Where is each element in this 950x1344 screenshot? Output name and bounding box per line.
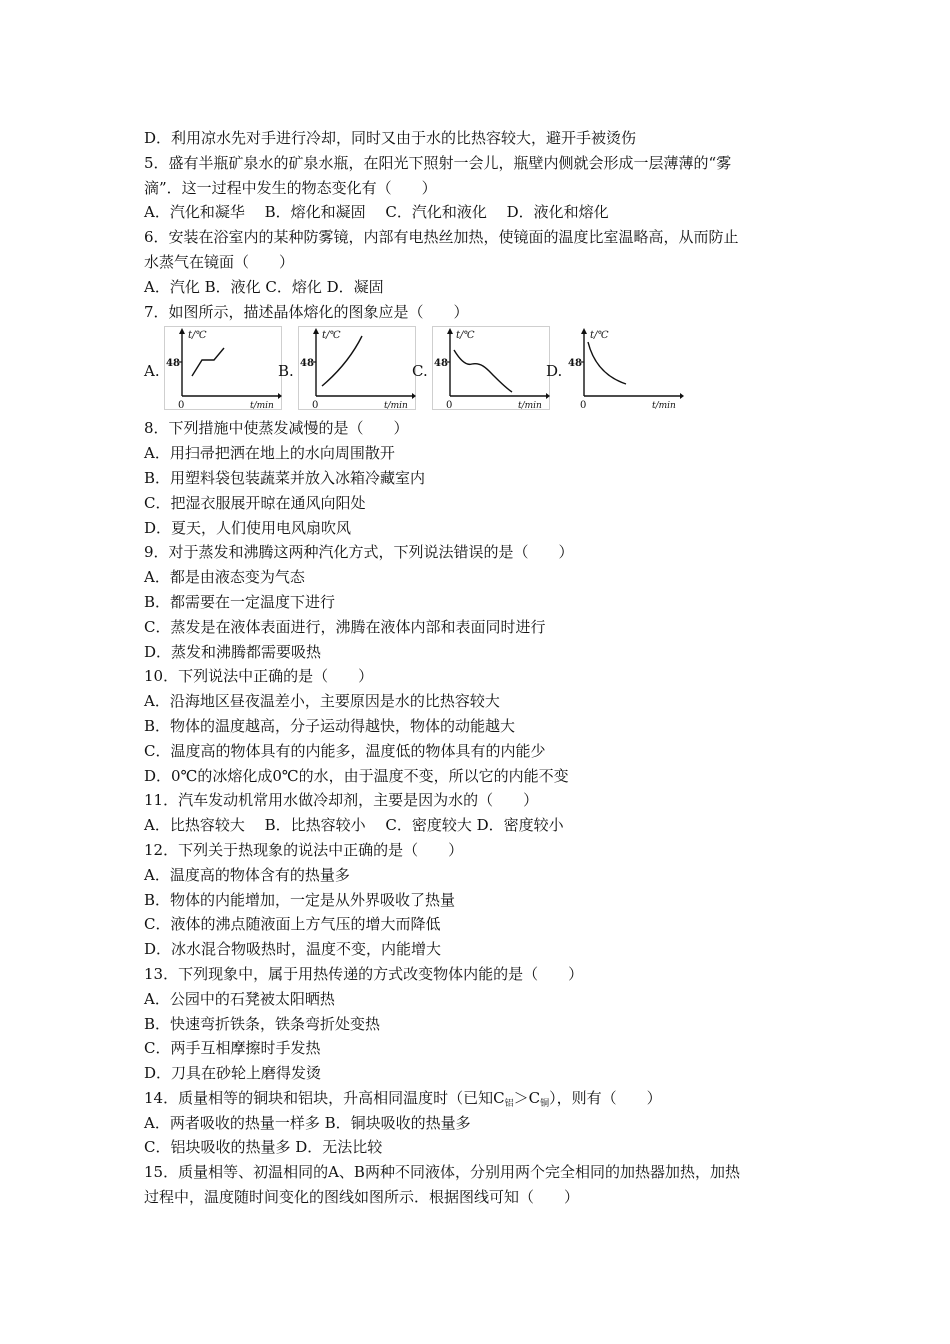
graph-option-b bbox=[278, 326, 428, 410]
y-tick-label: 48 bbox=[434, 358, 448, 370]
text-line: B．快速弯折铁条，铁条弯折处变热 bbox=[144, 1014, 381, 1033]
y-axis-label: t/℃ bbox=[590, 330, 609, 342]
y-axis-label: t/℃ bbox=[456, 330, 475, 342]
subscript-aluminum: 铝 bbox=[504, 1098, 514, 1109]
text-line: B．都需要在一定温度下进行 bbox=[144, 592, 336, 611]
text-line: A．比热容较大 B．比热容较小 C．密度较大 D．密度较小 bbox=[144, 816, 564, 835]
text-line: B．物体的温度越高，分子运动得越快，物体的动能越大 bbox=[144, 716, 516, 735]
graph-option-a bbox=[144, 326, 294, 410]
option-label: B. bbox=[278, 362, 294, 381]
option-label: C. bbox=[412, 362, 428, 381]
origin-label: 0 bbox=[446, 400, 453, 411]
text-line: C．蒸发是在液体表面进行，沸腾在液体内部和表面同时进行 bbox=[144, 617, 546, 636]
text-line: 8．下列措施中使蒸发减慢的是（ ） bbox=[144, 419, 409, 438]
graph-a bbox=[164, 326, 282, 410]
text-line: C．两手互相摩擦时手发热 bbox=[144, 1039, 321, 1058]
text-line: D．0℃的冰熔化成0℃的水，由于温度不变，所以它的内能不变 bbox=[144, 766, 569, 785]
text-line: 10．下列说法中正确的是（ ） bbox=[144, 667, 374, 686]
text-line: A．温度高的物体含有的热量多 bbox=[144, 865, 350, 884]
text-line: 6．安装在浴室内的某种防雾镜，内部有电热丝加热，使镜面的温度比室温略高，从而防止 bbox=[144, 228, 739, 247]
curve bbox=[192, 348, 224, 376]
curve bbox=[454, 350, 512, 392]
text-line: A．都是由液态变为气态 bbox=[144, 568, 305, 587]
graph-c bbox=[432, 326, 550, 410]
x-axis-arrow bbox=[680, 393, 684, 399]
text-line: A．汽化和凝华 B．熔化和凝固 C．汽化和液化 D．液化和熔化 bbox=[144, 203, 609, 222]
graph-option-c bbox=[412, 326, 562, 410]
text-line: D．冰水混合物吸热时，温度不变，内能增大 bbox=[144, 940, 442, 959]
q14-stem bbox=[144, 1086, 824, 1111]
text-line: 5．盛有半瓶矿泉水的矿泉水瓶，在阳光下照射一会儿，瓶壁内侧就会形成一层薄薄的“雾 bbox=[144, 153, 732, 172]
text-line: D．蒸发和沸腾都需要吸热 bbox=[144, 642, 322, 661]
text-line: D．利用凉水先对手进行冷却，同时又由于水的比热容较大，避开手被烫伤 bbox=[144, 129, 637, 147]
text-line: 11．汽车发动机常用水做冷却剂，主要是因为水的（ ） bbox=[144, 791, 539, 810]
y-axis-arrow bbox=[447, 328, 453, 334]
origin-label: 0 bbox=[178, 400, 185, 411]
x-axis-label: t/min bbox=[384, 401, 408, 411]
y-tick-label: 48 bbox=[300, 358, 314, 370]
text-line: A．用扫帚把洒在地上的水向周围散开 bbox=[144, 444, 395, 463]
q7-graph-options bbox=[144, 326, 824, 410]
text-line: 13．下列现象中，属于用热传递的方式改变物体内能的是（ ） bbox=[144, 964, 584, 983]
option-label: A. bbox=[144, 362, 160, 381]
text-line: 9．对于蒸发和沸腾这两种汽化方式，下列说法错误的是（ ） bbox=[144, 543, 574, 562]
text-line: 过程中，温度随时间变化的图线如图所示．根据图线可知（ ） bbox=[144, 1188, 580, 1207]
y-axis-arrow bbox=[179, 328, 185, 334]
y-tick-label: 48 bbox=[166, 358, 180, 370]
text-line: B．物体的内能增加，一定是从外界吸收了热量 bbox=[144, 890, 456, 909]
q14-stem-after: ），则有（ ） bbox=[549, 1088, 662, 1107]
x-axis-label: t/min bbox=[652, 401, 676, 411]
text-line: A．沿海地区昼夜温差小，主要原因是水的比热容较大 bbox=[144, 692, 500, 711]
text-line: A．公园中的石凳被太阳晒热 bbox=[144, 989, 335, 1008]
text-line: C．把湿衣服展开晾在通风向阳处 bbox=[144, 493, 366, 512]
q14-stem-before: 14．质量相等的铜块和铝块，升高相同温度时（已知C bbox=[144, 1088, 505, 1107]
text-line: 12．下列关于热现象的说法中正确的是（ ） bbox=[144, 840, 464, 859]
q14-stem-mid: ＞C bbox=[513, 1088, 541, 1107]
q14-options-cd: C．铝块吸收的热量多 D．无法比较 bbox=[144, 1138, 383, 1157]
text-line: C．液体的沸点随液面上方气压的增大而降低 bbox=[144, 915, 441, 934]
text-line: 15．质量相等、初温相同的A、B两种不同液体，分别用两个完全相同的加热器加热，加热 bbox=[144, 1163, 740, 1182]
graph-d bbox=[566, 326, 684, 410]
text-line: 水蒸气在镜面（ ） bbox=[144, 252, 295, 271]
x-axis-label: t/min bbox=[518, 401, 542, 411]
y-axis-label: t/℃ bbox=[322, 330, 341, 342]
q14-options-ab: A．两者吸收的热量一样多 B．铜块吸收的热量多 bbox=[144, 1113, 471, 1132]
graph-option-d bbox=[546, 326, 696, 410]
y-axis-label: t/℃ bbox=[188, 330, 207, 342]
text-line: A．汽化 B．液化 C．熔化 D．凝固 bbox=[144, 277, 384, 296]
text-line: B．用塑料袋包装蔬菜并放入冰箱冷藏室内 bbox=[144, 468, 426, 487]
option-label: D. bbox=[546, 362, 563, 381]
y-axis-arrow bbox=[581, 328, 587, 334]
text-line: 7．如图所示，描述晶体熔化的图象应是（ ） bbox=[144, 302, 469, 321]
text-line: C．温度高的物体具有的内能多，温度低的物体具有的内能少 bbox=[144, 741, 546, 760]
text-line: D．夏天，人们使用电风扇吹风 bbox=[144, 518, 352, 537]
y-tick-label: 48 bbox=[568, 358, 582, 370]
x-axis-label: t/min bbox=[250, 401, 274, 411]
text-line: 滴”．这一过程中发生的物态变化有（ ） bbox=[144, 178, 437, 197]
curve bbox=[588, 342, 626, 384]
origin-label: 0 bbox=[312, 400, 319, 411]
text-line: D．刀具在砂轮上磨得发烫 bbox=[144, 1064, 322, 1083]
graph-b bbox=[298, 326, 416, 410]
y-axis-arrow bbox=[313, 328, 319, 334]
document-page bbox=[144, 126, 824, 1210]
curve bbox=[322, 336, 362, 386]
subscript-copper: 铜 bbox=[540, 1098, 550, 1109]
origin-label: 0 bbox=[580, 400, 587, 411]
